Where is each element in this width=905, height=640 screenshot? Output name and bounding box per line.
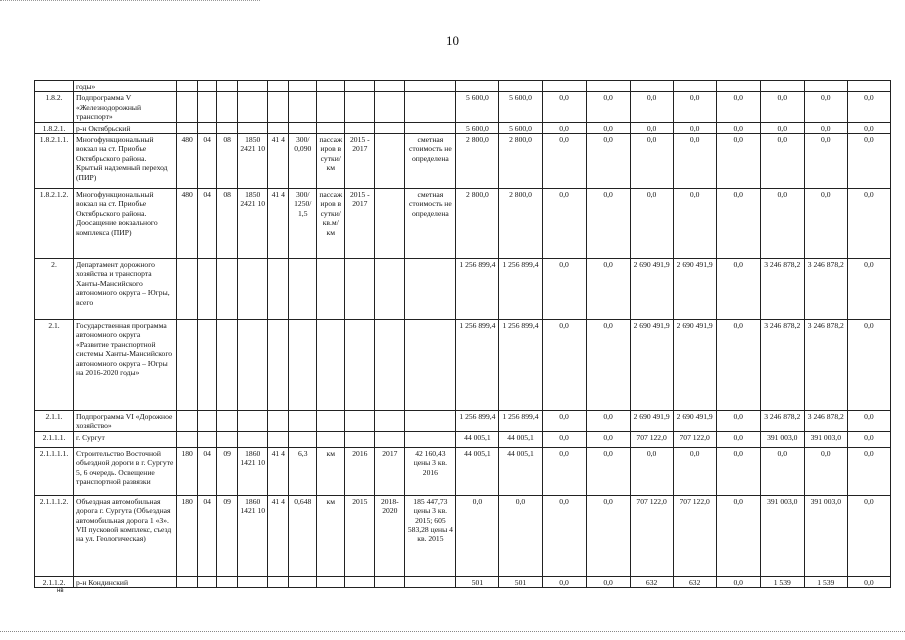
table-cell: 0,0: [804, 92, 847, 122]
table-cell: 42 160,43 цены 3 кв. 2016: [405, 447, 456, 495]
table-cell: 2 690 491,9: [673, 411, 716, 432]
table-cell: 2 800,0: [499, 134, 542, 189]
table-cell: 1 539: [760, 576, 804, 587]
table-cell: [217, 92, 238, 122]
table-cell: [238, 320, 268, 411]
table-cell: [317, 259, 345, 320]
table-cell: 2.1.1.: [35, 411, 74, 432]
table-cell: [375, 134, 405, 189]
table-cell: [673, 81, 716, 92]
table-cell: 1850 2421 10: [238, 134, 268, 189]
table-cell: 0,0: [847, 122, 890, 133]
table-cell: [289, 411, 317, 432]
table-cell: 0,0: [716, 447, 760, 495]
table-cell: 0,0: [804, 134, 847, 189]
table-cell: [375, 411, 405, 432]
table-cell: [375, 576, 405, 587]
table-cell: 09: [217, 447, 238, 495]
table-cell: [345, 431, 375, 447]
table-cell: [317, 320, 345, 411]
table-cell: 5 600,0: [456, 122, 499, 133]
table-cell: [375, 189, 405, 259]
table-cell: 0,0: [760, 122, 804, 133]
table-cell: 0,0: [847, 259, 890, 320]
table-cell: [405, 411, 456, 432]
table-cell: 1 256 899,4: [499, 320, 542, 411]
table-cell: [345, 411, 375, 432]
table-cell: 707 122,0: [630, 431, 673, 447]
table-cell: [217, 411, 238, 432]
table-cell: 1860 1421 10: [238, 495, 268, 576]
table-cell: [238, 259, 268, 320]
table-cell: [345, 576, 375, 587]
table-cell: [177, 122, 198, 133]
table-cell: [289, 122, 317, 133]
footer-mark: нв: [57, 588, 64, 594]
table-cell: 5 600,0: [499, 122, 542, 133]
table-cell: [238, 122, 268, 133]
table-cell: р-н Кондинский: [74, 576, 177, 587]
table-cell: Многофункциональный вокзал на ст. Приобье Октябрьского района. Крытый надземный переход (ПИР): [74, 134, 177, 189]
table-cell: 0,0: [716, 495, 760, 576]
table-cell: 3 246 878,2: [804, 259, 847, 320]
table-cell: 44 005,1: [499, 447, 542, 495]
table-cell: [405, 92, 456, 122]
table-cell: [289, 320, 317, 411]
table-cell: 0,0: [542, 134, 586, 189]
table-cell: [345, 320, 375, 411]
table-cell: км: [317, 447, 345, 495]
table-cell: Объездная автомобильная дорога г. Сургута (Объездная автомобильная дорога 1 «З». VII пусковой комплекс, съезд на ул. Геологическая): [74, 495, 177, 576]
table-row: [35, 92, 891, 122]
table-cell: [375, 81, 405, 92]
table-cell: [177, 81, 198, 92]
table-cell: 0,0: [673, 92, 716, 122]
table-cell: 0,0: [586, 495, 630, 576]
table-cell: 2 690 491,9: [630, 259, 673, 320]
table-cell: 0,0: [716, 411, 760, 432]
table-cell: Подпрограмма VI «Дорожное хозяйство»: [74, 411, 177, 432]
table-cell: 0,0: [847, 576, 890, 587]
table-cell: 632: [630, 576, 673, 587]
table-cell: 1.8.2.1.: [35, 122, 74, 133]
table-cell: 0,0: [716, 92, 760, 122]
table-row: [35, 576, 891, 587]
table-cell: [375, 122, 405, 133]
table-cell: 04: [198, 189, 217, 259]
table-cell: 0,0: [586, 411, 630, 432]
table-cell: [268, 92, 289, 122]
table-cell: 5 600,0: [499, 92, 542, 122]
table-cell: 2 800,0: [499, 189, 542, 259]
table-cell: 0,0: [847, 447, 890, 495]
table-cell: 0,0: [542, 431, 586, 447]
table-cell: 0,0: [716, 189, 760, 259]
table-cell: 0,0: [542, 92, 586, 122]
table-cell: [289, 259, 317, 320]
table-cell: [542, 81, 586, 92]
table-cell: [268, 431, 289, 447]
table-cell: 3 246 878,2: [760, 411, 804, 432]
table-cell: 1 256 899,4: [456, 411, 499, 432]
table-cell: 2015 - 2017: [345, 189, 375, 259]
table-cell: 0,0: [673, 189, 716, 259]
table-cell: 0,0: [847, 189, 890, 259]
table-cell: 0,0: [673, 122, 716, 133]
table-cell: 2015 - 2017: [345, 134, 375, 189]
table-cell: [217, 259, 238, 320]
table-cell: [405, 122, 456, 133]
table-body: [35, 81, 891, 588]
table-cell: 41 4: [268, 447, 289, 495]
table-cell: 09: [217, 495, 238, 576]
table-cell: пассажиров в сутки/ кв.м/ км: [317, 189, 345, 259]
table-cell: [289, 81, 317, 92]
table-cell: 391 003,0: [804, 431, 847, 447]
table-cell: 08: [217, 134, 238, 189]
table-cell: 41 4: [268, 134, 289, 189]
table-cell: 0,0: [760, 189, 804, 259]
table-cell: 0,0: [630, 189, 673, 259]
table-cell: 2 690 491,9: [673, 259, 716, 320]
table-cell: [198, 92, 217, 122]
table-cell: 0,0: [760, 447, 804, 495]
table-cell: 0,0: [760, 134, 804, 189]
table-cell: [238, 411, 268, 432]
table-cell: 1 256 899,4: [456, 320, 499, 411]
table-cell: [630, 81, 673, 92]
table-cell: 2.1.: [35, 320, 74, 411]
table-cell: [268, 576, 289, 587]
table-cell: 0,0: [804, 447, 847, 495]
table-cell: [375, 320, 405, 411]
table-cell: 391 003,0: [760, 495, 804, 576]
table-cell: [268, 320, 289, 411]
table-row: [35, 259, 891, 320]
table-cell: [217, 81, 238, 92]
table-cell: [375, 259, 405, 320]
table-row: [35, 134, 891, 189]
table-cell: [198, 122, 217, 133]
table-cell: 0,0: [847, 134, 890, 189]
table-cell: 3 246 878,2: [804, 320, 847, 411]
table-cell: [317, 431, 345, 447]
table-cell: 0,0: [542, 576, 586, 587]
table-cell: [238, 81, 268, 92]
table-cell: 1 256 899,4: [456, 259, 499, 320]
table-cell: 2.1.1.2.: [35, 576, 74, 587]
table-cell: [317, 81, 345, 92]
table-cell: [217, 576, 238, 587]
table-cell: 185 447,73 цены 3 кв. 2015; 605 583,28 цены 4 кв. 2015: [405, 495, 456, 576]
table-cell: 0,0: [847, 431, 890, 447]
table-cell: км: [317, 495, 345, 576]
table-cell: 1 539: [804, 576, 847, 587]
table-cell: [217, 320, 238, 411]
table-cell: 0,0: [586, 431, 630, 447]
table-cell: 0,0: [847, 411, 890, 432]
table-cell: [375, 431, 405, 447]
table-cell: 0,0: [630, 447, 673, 495]
table-cell: 480: [177, 134, 198, 189]
table-cell: 08: [217, 189, 238, 259]
table-cell: [317, 92, 345, 122]
table-cell: 41 4: [268, 495, 289, 576]
table-cell: 3 246 878,2: [760, 259, 804, 320]
table-cell: [198, 431, 217, 447]
table-cell: 501: [456, 576, 499, 587]
table-row: [35, 411, 891, 432]
table-cell: [716, 81, 760, 92]
table-cell: 1 256 899,4: [499, 259, 542, 320]
table-cell: [268, 259, 289, 320]
table-row: [35, 320, 891, 411]
table-cell: Многофункциональный вокзал на ст. Приобье Октябрьского района. Доосащение вокзального комплекса (ПИР): [74, 189, 177, 259]
table-row: [35, 122, 891, 133]
table-cell: [317, 122, 345, 133]
table-cell: 04: [198, 447, 217, 495]
table-cell: [217, 122, 238, 133]
table-cell: 2 690 491,9: [630, 320, 673, 411]
table-cell: [217, 431, 238, 447]
table-cell: 707 122,0: [630, 495, 673, 576]
table-cell: 44 005,1: [456, 431, 499, 447]
table-cell: 0,0: [586, 576, 630, 587]
table-cell: [177, 92, 198, 122]
table-cell: 0,0: [586, 122, 630, 133]
table-cell: 2015: [345, 495, 375, 576]
table-cell: [405, 576, 456, 587]
table-cell: 44 005,1: [456, 447, 499, 495]
table-cell: Строительство Восточной объездной дороги в г. Сургуте 5, 6 очередь. Освещение транспортной развязки: [74, 447, 177, 495]
table-cell: 04: [198, 495, 217, 576]
table-cell: [177, 576, 198, 587]
table-cell: 0,0: [586, 259, 630, 320]
table-cell: [345, 122, 375, 133]
table-cell: 2.1.1.1.1.: [35, 447, 74, 495]
table-cell: 632: [673, 576, 716, 587]
table-cell: [177, 259, 198, 320]
table-cell: [177, 411, 198, 432]
table-cell: [198, 259, 217, 320]
table-cell: 0,0: [716, 431, 760, 447]
budget-table: [34, 80, 891, 588]
table-cell: [760, 81, 804, 92]
table-row: [35, 189, 891, 259]
table-cell: [289, 92, 317, 122]
table-cell: 0,0: [716, 122, 760, 133]
table-cell: 0,0: [499, 495, 542, 576]
table-cell: 0,0: [847, 320, 890, 411]
table-cell: 0,648: [289, 495, 317, 576]
table-cell: [405, 81, 456, 92]
table-cell: 0,0: [847, 495, 890, 576]
table-cell: [35, 81, 74, 92]
table-cell: [317, 576, 345, 587]
table-cell: Подпрограмма V «Железнодорожный транспорт»: [74, 92, 177, 122]
table-cell: 391 003,0: [804, 495, 847, 576]
table-cell: 0,0: [456, 495, 499, 576]
page-number: 10: [446, 33, 459, 48]
table-cell: 391 003,0: [760, 431, 804, 447]
scan-edge-top: [0, 0, 260, 2]
table-cell: [198, 576, 217, 587]
table-cell: [268, 81, 289, 92]
table-cell: р-н Октябрьский: [74, 122, 177, 133]
table-cell: 180: [177, 447, 198, 495]
table-cell: 0,0: [716, 259, 760, 320]
table-cell: [405, 431, 456, 447]
table-cell: 0,0: [716, 576, 760, 587]
table-cell: годы»: [74, 81, 177, 92]
table-cell: сметная стоимость не определена: [405, 189, 456, 259]
table-cell: 0,0: [804, 189, 847, 259]
table-cell: 3 246 878,2: [760, 320, 804, 411]
table-cell: сметная стоимость не определена: [405, 134, 456, 189]
table-cell: 0,0: [673, 447, 716, 495]
table-cell: 44 005,1: [499, 431, 542, 447]
table-cell: 6,3: [289, 447, 317, 495]
table-cell: [289, 576, 317, 587]
table-cell: [804, 81, 847, 92]
table-cell: [345, 81, 375, 92]
table-cell: [177, 320, 198, 411]
table-cell: 1850 2421 10: [238, 189, 268, 259]
table-cell: [345, 259, 375, 320]
table-cell: [198, 411, 217, 432]
table-cell: [586, 81, 630, 92]
table-cell: 0,0: [586, 447, 630, 495]
table-cell: 2016: [345, 447, 375, 495]
table-cell: [238, 431, 268, 447]
table-cell: 0,0: [586, 189, 630, 259]
table-cell: 501: [499, 576, 542, 587]
table-cell: 2 800,0: [456, 189, 499, 259]
table-cell: [345, 92, 375, 122]
table-cell: 2.1.1.1.: [35, 431, 74, 447]
table-cell: 5 600,0: [456, 92, 499, 122]
table-cell: 1.8.2.: [35, 92, 74, 122]
table-cell: [499, 81, 542, 92]
table-cell: 3 246 878,2: [804, 411, 847, 432]
table-cell: [198, 81, 217, 92]
table-cell: 0,0: [542, 259, 586, 320]
table-cell: [268, 411, 289, 432]
table-cell: [177, 431, 198, 447]
table-cell: 0,0: [542, 447, 586, 495]
table-cell: 2018-2020: [375, 495, 405, 576]
table-cell: 0,0: [586, 92, 630, 122]
table-cell: 1 256 899,4: [499, 411, 542, 432]
table-cell: 1860 1421 10: [238, 447, 268, 495]
table-cell: [238, 576, 268, 587]
table-cell: [317, 411, 345, 432]
table-cell: [268, 122, 289, 133]
table-row: [35, 431, 891, 447]
table-cell: 0,0: [630, 122, 673, 133]
table-cell: 0,0: [847, 92, 890, 122]
table-cell: 2017: [375, 447, 405, 495]
table-cell: 0,0: [673, 134, 716, 189]
table-cell: 0,0: [542, 411, 586, 432]
table-cell: 2 690 491,9: [673, 320, 716, 411]
table-cell: 0,0: [804, 122, 847, 133]
table-row: [35, 495, 891, 576]
table-cell: [405, 320, 456, 411]
table-cell: 04: [198, 134, 217, 189]
table-cell: Департамент дорожного хозяйства и транспорта Ханты-Мансийского автономного округа – Югры, всего: [74, 259, 177, 320]
table-cell: 0,0: [760, 92, 804, 122]
table-cell: 0,0: [630, 134, 673, 189]
scan-edge-bottom: [0, 631, 905, 634]
table-cell: [405, 259, 456, 320]
table-cell: 2 800,0: [456, 134, 499, 189]
table-cell: пассажиров в сутки/ км: [317, 134, 345, 189]
table-cell: 0,0: [542, 320, 586, 411]
table-cell: 0,0: [716, 134, 760, 189]
table-cell: [456, 81, 499, 92]
table-cell: 0,0: [716, 320, 760, 411]
table-cell: 0,0: [542, 122, 586, 133]
table-cell: 300/ 0,090: [289, 134, 317, 189]
table-cell: [289, 431, 317, 447]
table-cell: 180: [177, 495, 198, 576]
table-cell: 0,0: [586, 134, 630, 189]
table-cell: 300/ 1250/ 1,5: [289, 189, 317, 259]
table-cell: [847, 81, 890, 92]
table-cell: 480: [177, 189, 198, 259]
table-cell: 2.1.1.1.2.: [35, 495, 74, 576]
table-cell: 707 122,0: [673, 495, 716, 576]
table-cell: 0,0: [542, 189, 586, 259]
table-cell: 707 122,0: [673, 431, 716, 447]
table-cell: 0,0: [542, 495, 586, 576]
table-cell: 1.8.2.1.2.: [35, 189, 74, 259]
table-cell: [375, 92, 405, 122]
table-cell: 2 690 491,9: [630, 411, 673, 432]
table-cell: 2.: [35, 259, 74, 320]
table-cell: [198, 320, 217, 411]
table-row: [35, 81, 891, 92]
table-cell: 1.8.2.1.1.: [35, 134, 74, 189]
table-cell: Государственная программа автономного округа «Развитие транспортной системы Ханты-Мансийского автономного округа – Югры на 2016-2020 годы»: [74, 320, 177, 411]
table-cell: [238, 92, 268, 122]
table-cell: 0,0: [630, 92, 673, 122]
table-cell: г. Сургут: [74, 431, 177, 447]
table-cell: 41 4: [268, 189, 289, 259]
table-cell: 0,0: [586, 320, 630, 411]
table-row: [35, 447, 891, 495]
